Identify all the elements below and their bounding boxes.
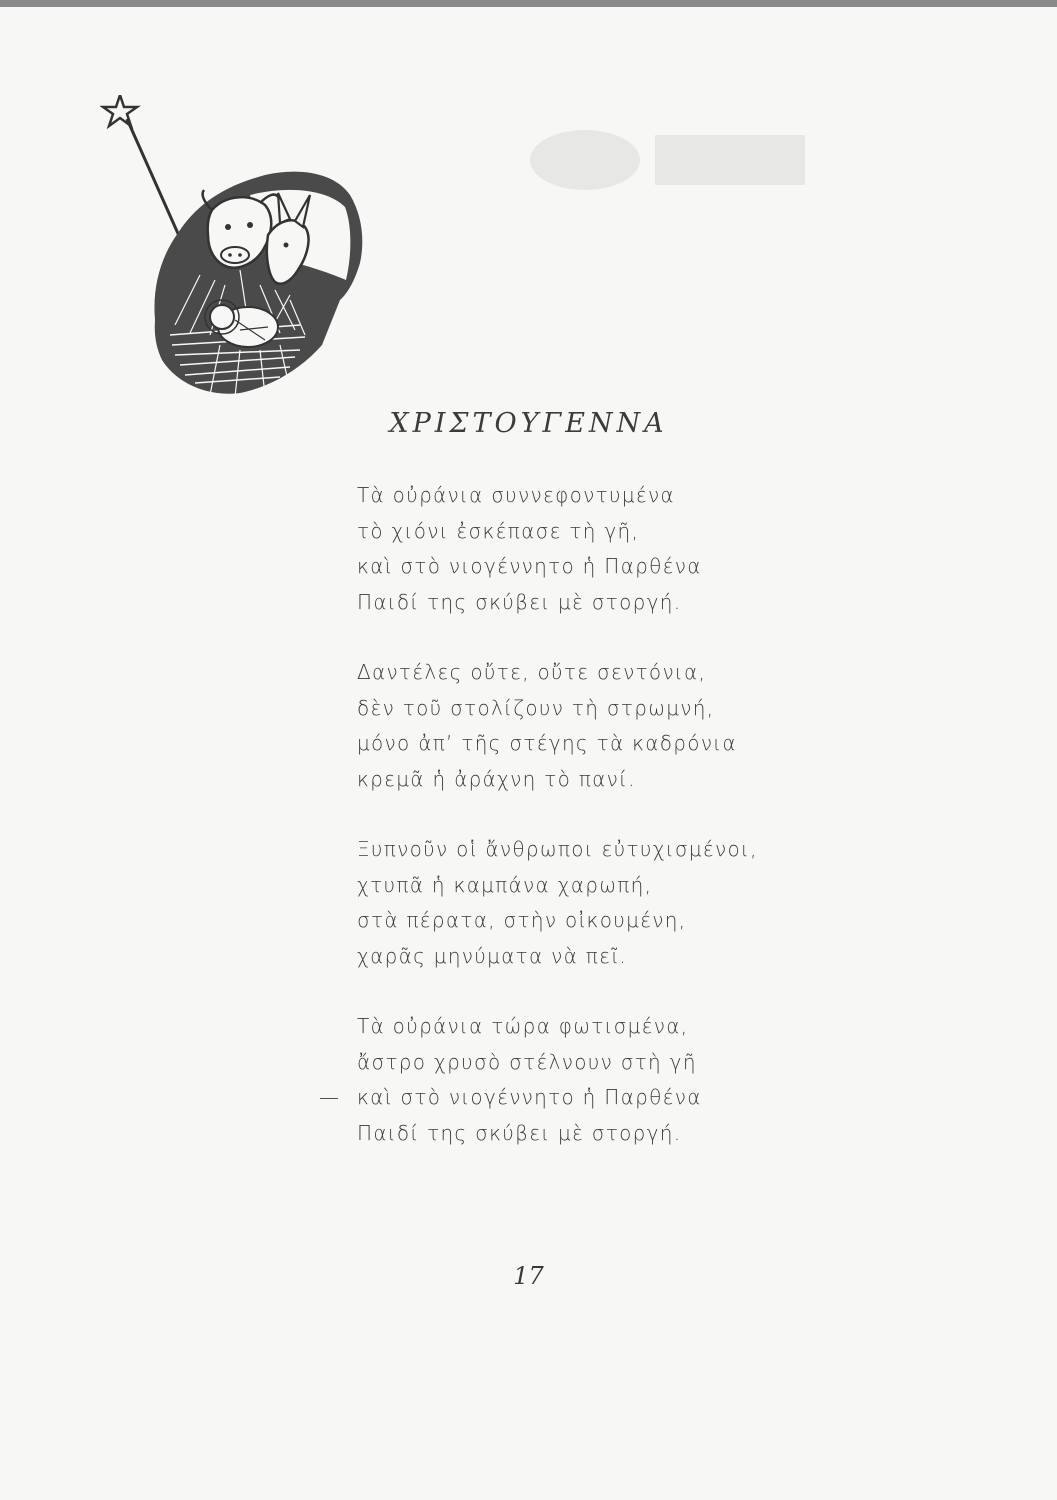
poem-line: Ξυπνοῦν οἱ ἄνθρωποι εὐτυχισμένοι, — [357, 837, 758, 861]
em-dash: — — [319, 1085, 341, 1109]
top-border — [0, 0, 1057, 7]
poem-line: στὰ πέρατα, στὴν οἰκουμένη, — [357, 908, 687, 932]
poem-line: Παιδί της σκύβει μὲ στοργή. — [357, 1120, 682, 1145]
poem-line-text: καὶ στὸ νιογέννητο ἡ Παρθένα — [357, 1085, 702, 1109]
show-through-ghost — [525, 115, 825, 205]
poem-line: χαρᾶς μηνύματα νὰ πεῖ. — [357, 943, 627, 968]
poem-line: Τὰ οὐράνια τώρα φωτισμένα, — [357, 1014, 689, 1038]
poem-line: Τὰ οὐράνια συννεφοντυμένα — [357, 483, 675, 507]
poem-line: μόνο ἀπ’ τῆς στέγης τὰ καδρόνια — [357, 731, 737, 755]
poem-title: ΧΡΙΣΤΟΥΓΕΝΝΑ — [389, 408, 668, 439]
poem-line: δὲν τοῦ στολίζουν τὴ στρωμνή, — [357, 695, 715, 720]
poem-line: χτυπᾶ ἡ καμπάνα χαρωπή, — [357, 872, 653, 897]
poem-line-with-dash — [319, 1080, 837, 1116]
star-icon — [103, 95, 137, 126]
poem-line: Παιδί της σκύβει μὲ στοργή. — [357, 589, 682, 614]
stanza — [357, 832, 837, 974]
poem-line: κρεμᾶ ἡ ἀράχνη τὸ πανί. — [357, 766, 636, 791]
stanza — [357, 478, 837, 620]
poem-body — [319, 478, 837, 1186]
stanza — [357, 655, 837, 797]
poem-line: τὸ χιόνι ἐσκέπασε τὴ γῆ, — [357, 518, 640, 543]
poem-line: καὶ στὸ νιογέννητο ἡ Παρθένα — [357, 554, 702, 578]
poem-line: Δαντέλες οὔτε, οὔτε σεντόνια, — [357, 660, 707, 684]
poem-line: ἄστρο χρυσὸ στέλνουν στὴ γῆ — [357, 1049, 697, 1074]
page-number: 17 — [513, 1262, 544, 1290]
stanza — [319, 1009, 837, 1151]
nativity-illustration — [100, 95, 380, 400]
